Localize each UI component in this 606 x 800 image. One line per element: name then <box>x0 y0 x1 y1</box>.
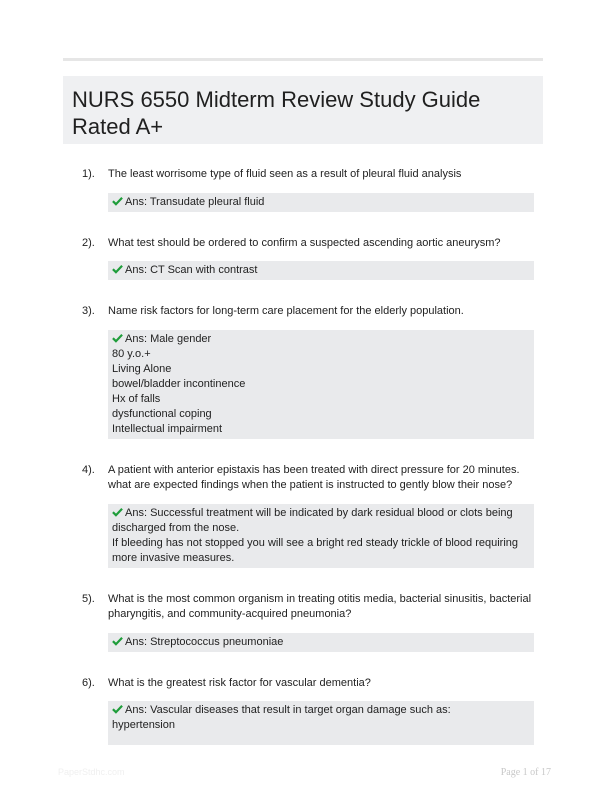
question-text: The least worrisome type of fluid seen as a result of pleural fluid analysis <box>108 168 462 180</box>
answer-line: Living Alone <box>112 363 172 375</box>
answer-line: Intellectual impairment <box>112 423 223 435</box>
check-icon <box>112 196 123 206</box>
check-icon <box>112 507 123 517</box>
answer-box <box>108 261 534 280</box>
answer-line: Ans: Streptococcus pneumoniae <box>125 636 284 648</box>
answer-line: Ans: Successful treatment will be indicated by dark residual blood or clots being discharged from the nose. <box>112 507 513 534</box>
check-icon <box>112 636 123 646</box>
answer-line: Ans: Transudate pleural fluid <box>125 196 265 208</box>
question-text: A patient with anterior epistaxis has been treated with direct pressure for 20 minutes. what are expected findings when the patient is instructed to gently blow their nose? <box>108 464 520 491</box>
answer-line: If bleeding has not stopped you will see a bright red steady trickle of blood requiring more invasive measures. <box>112 537 519 564</box>
question-text: What test should be ordered to confirm a suspected ascending aortic aneurysm? <box>108 237 501 249</box>
answer-line: Ans: Male gender <box>112 332 530 347</box>
question-number: 6). <box>82 677 95 689</box>
check-icon <box>112 333 123 343</box>
answer-box <box>108 193 534 212</box>
answer-box <box>108 330 534 439</box>
answer-line: Ans: Vascular diseases that result in target organ damage such as: <box>112 703 530 718</box>
question-text: What is the most common organism in treating otitis media, bacterial sinusitis, bacterial pharyngitis, and community-acquired pneumonia? <box>108 593 532 620</box>
answer-line: dysfunctional coping <box>112 408 212 420</box>
check-icon <box>112 264 123 274</box>
question-number: 2). <box>82 237 95 249</box>
top-divider <box>63 58 543 61</box>
footer-watermark: PaperStdhc.com <box>58 767 125 777</box>
answer-line: Hx of falls <box>112 393 161 405</box>
page-indicator: Page 1 of 17 <box>500 767 551 778</box>
page-title: NURS 6550 Midterm Review Study Guide Rated A+ <box>72 87 481 139</box>
question-text: What is the greatest risk factor for vascular dementia? <box>108 677 371 689</box>
answer-line: Ans: CT Scan with contrast <box>125 264 258 276</box>
answer-box <box>108 701 534 745</box>
question-number: 3). <box>82 305 95 317</box>
answer-box <box>108 633 534 652</box>
question-text: Name risk factors for long-term care placement for the elderly population. <box>108 305 464 317</box>
answer-box <box>108 504 534 568</box>
question-number: 5). <box>82 593 95 605</box>
answer-line: hypertension <box>112 719 175 731</box>
title-box <box>63 76 543 144</box>
question-number: 4). <box>82 464 95 476</box>
check-icon <box>112 704 123 714</box>
answer-line: 80 y.o.+ <box>112 348 151 360</box>
answer-line: bowel/bladder incontinence <box>112 378 246 390</box>
question-number: 1). <box>82 168 95 180</box>
